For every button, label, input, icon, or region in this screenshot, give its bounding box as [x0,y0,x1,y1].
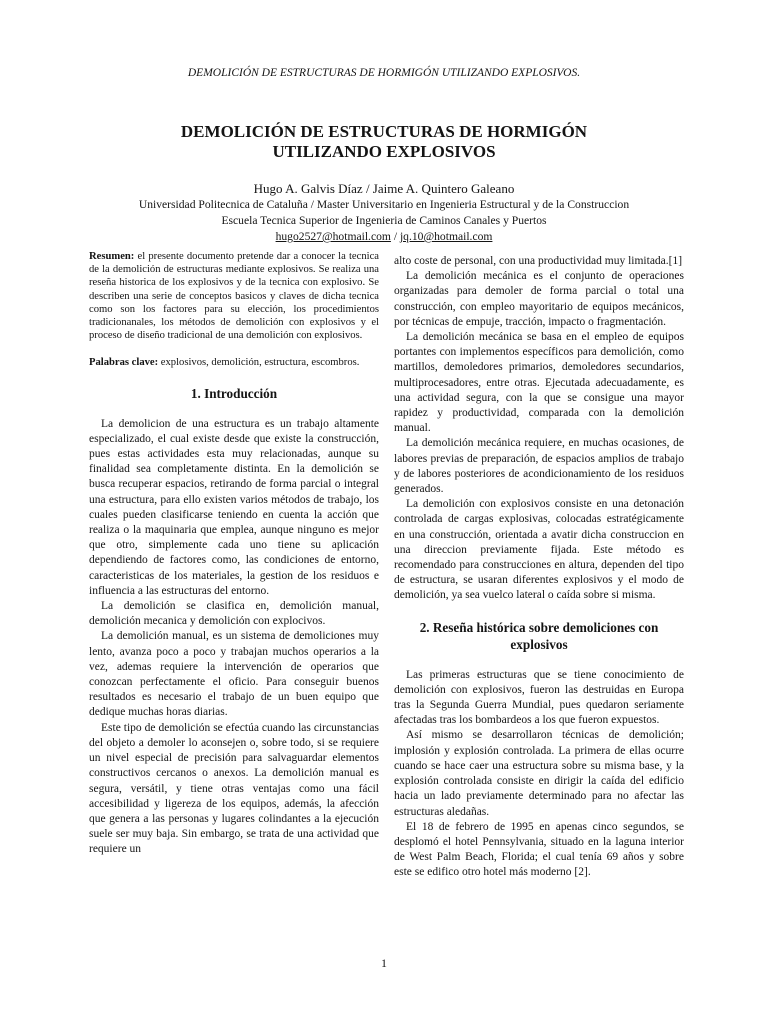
paragraph: La demolición manual, es un sistema de demoliciones muy lento, avanza poco a poco y trabajan muchos operarios a la vez, ademas requiere la intervención de operarios que conozcan perfectamente el oficio. Para conseguir buenos resultados es necesario el trabajo de un buen equipo que dedique muchas horas diarias. [89,630,379,719]
keywords-label: Palabras clave: [89,357,159,369]
paragraph: La demolición mecánica requiere, en muchas ocasiones, de labores previas de preparación, de espacios amplios de trabajo y de labores posteriores de acondicionamiento de los residuos generados. [394,437,684,496]
paragraph: El 18 de febrero de 1995 en apenas cinco segundos, se desplomó el hotel Pennsylvania, situado en la laguna interior de West Palm Beach, Florida; el cual tenía 69 años y sobre este se edifico otro hotel más moderno [2]. [394,820,684,879]
email-separator: / [390,230,400,243]
abstract-label: Resumen: [89,251,135,262]
title-line-1: DEMOLICIÓN DE ESTRUCTURAS DE HORMIGÓN [180,122,588,141]
left-column [89,250,379,858]
affiliation-line-2: Escuela Tecnica Superior de Ingenieria de Caminos Canales y Puertos [221,214,547,227]
paragraph: La demolicion de una estructura es un trabajo altamente especializado, el cual existe desde que existe la construcción, pues estas actividades esta muy relacionadas, aunque su finalidad sea completamente distinta. En la demolición se busca recuperar espacios, retirando de forma parcial o integral una estructura, para ello existen varios métodos de trabajo, los cuales pueden clasificarse teniendo en cuenta la acción que realiza o la maquinaria que emplea, aunque ninguno es mejor que otro, simplemente cada uno tiene su aplicación dependiendo de factores como, las condiciones de entorno, caracteristicas de los materiales, la gestion de los residuos e influencia a las estructuras del entorno. [89,417,379,597]
keywords [89,356,379,369]
authors: Hugo A. Galvis Díaz / Jaime A. Quintero Galeano [253,181,515,196]
email-link-1[interactable]: hugo2527@hotmail.com [275,230,391,243]
paragraph: La demolición con explosivos consiste en una detonación controlada de cargas explosivas, colocadas estratégicamente en una construcción, orientada a avatir dicha construccion en una direccion previamente fijada. Este método es recomendado para construcciones en altura, dependen del tipo de estructura, se usaran diferentes explosivos y el modo de demolición, ya sea vuelco lateral o caída sobre si misma. [394,498,684,602]
paragraph: Así mismo se desarrollaron técnicas de demolición; implosión y explosión controlada. La primera de ellas ocurre cuando se hace caer una estructura sobre su misma base, y la explosión controlada consiste en dirigir la caída del edificio hacia un lado previamente determinado para no afectar las estructuras aledañas. [394,729,684,818]
affiliation-line-1: Universidad Politecnica de Cataluña / Master Universitario en Ingenieria Estructural y de la Construccion [138,198,630,211]
paragraph: La demolición se clasifica en, demolición manual, demolición mecanica y demolición con explocivos. [89,600,379,628]
section-heading-introduccion: 1. Introducción [190,385,278,401]
keywords-text: explosivos, demolición, estructura, escombros. [158,357,360,369]
abstract [89,250,379,342]
paragraph: La demolición mecánica se basa en el empleo de equipos portantes con implementos específicos para demolición, como martillos, demoledores primarios, demoledores secundarios, multiprocesadores, entre otras. Ejecutada adecuadamente, es una actividad segura, con la que se consigue una mayor rapidez y productividad, comparada con la demolición manual. [394,331,684,435]
paper-title [60,122,708,162]
title-line-2: UTILIZANDO EXPLOSIVOS [272,142,496,161]
paragraph: Las primeras estructuras que se tiene conocimiento de demolición con explosivos, fueron las destruidas en Europa tras la Segunda Guerra Mundial, pues quedaron seriamente afectadas tras los bombardeos a los que fueron expuestos. [394,668,684,727]
author-emails [40,228,728,245]
right-column [394,254,684,881]
section-heading-resena-historica: 2. Reseña histórica sobre demoliciones con explosivos [419,619,659,652]
abstract-text: el presente documento pretende dar a conocer la tecnica de la demolición de estructuras mediante explosivos. Se realiza una reseña historica de los explosivos y de la tecnica con explosivo. Se describen una serie de conceptos basicos y claves de dicha tecnica como son los factores para su elección, los procedimientos tradicionanales, los métodos de demolición con explosivos y el proceso de diseño tradicional de una demolición con explosivos. [89,251,379,342]
page-number: 1 [381,956,387,970]
paragraph: La demolición mecánica es el conjunto de operaciones organizadas para demoler de forma parcial o total una construcción, con empleo mayoritario de equipos mecánicos, por técnicas de empuje, tracción, impacto o fragmentación. [394,270,684,328]
running-header: DEMOLICIÓN DE ESTRUCTURAS DE HORMIGÓN UTILIZANDO EXPLOSIVOS. [187,67,581,79]
email-link-2[interactable]: jq.10@hotmail.com [399,230,493,243]
paragraph: Este tipo de demolición se efectúa cuando las circunstancias del objeto a demoler lo aconsejen o, sobre todo, si se requiere un nivel especial de precisión para salvaguardar elementos constructivos cercanos o anexos. La demolición manual es segura, versátil, y tiene otras ventajas como una fácil accesibilidad y ligereza de los equipos, además, la afección que genera a las personas y lugares colindantes a la ejecución suele ser muy baja. Sin embargo, se trata de una actividad que requiere un [89,721,379,856]
paragraph: alto coste de personal, con una productividad muy limitada.[1] [394,255,683,267]
